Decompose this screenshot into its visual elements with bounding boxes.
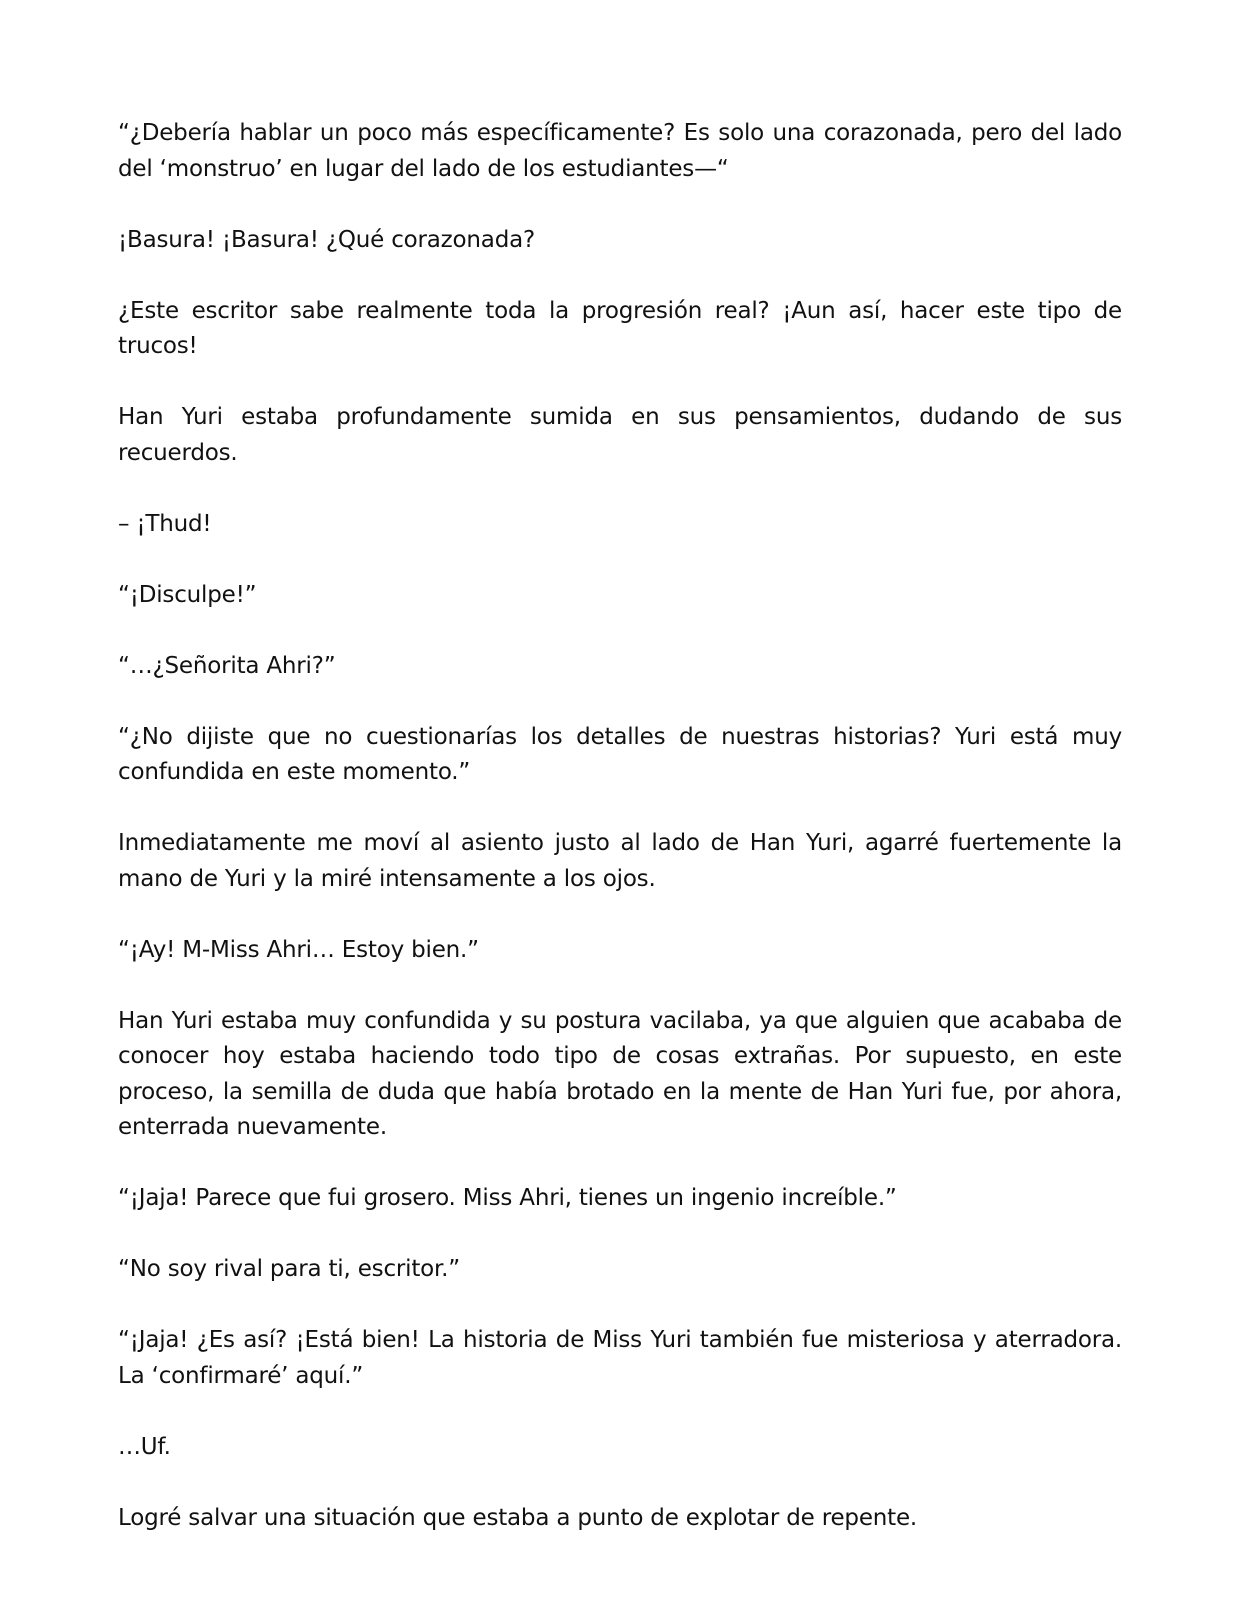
paragraph: “¡Jaja! ¿Es así? ¡Está bien! La historia de Miss Yuri también fue misteriosa y aterradora. La ‘confirmaré’ aquí.” — [118, 1327, 1122, 1389]
paragraph: Han Yuri estaba muy confundida y su postura vacilaba, ya que alguien que acababa de conocer hoy estaba haciendo todo tipo de cosas extrañas. Por supuesto, en este proceso, la semilla de duda que había brotado en la mente de Han Yuri fue, por ahora, enterrada nuevamente. — [118, 1007, 1122, 1140]
document-body — [118, 116, 1122, 1536]
paragraph: ¡Basura! ¡Basura! ¿Qué corazonada? — [118, 226, 536, 253]
paragraph: Logré salvar una situación que estaba a punto de explotar de repente. — [118, 1504, 918, 1531]
paragraph: ¿Este escritor sabe realmente toda la progresión real? ¡Aun así, hacer este tipo de trucos! — [118, 297, 1122, 359]
paragraph: “¿No dijiste que no cuestionarías los detalles de nuestras historias? Yuri está muy confundida en este momento.” — [118, 723, 1122, 785]
paragraph: “¡Ay! M-Miss Ahri… Estoy bien.” — [118, 936, 479, 963]
paragraph: Han Yuri estaba profundamente sumida en sus pensamientos, dudando de sus recuerdos. — [118, 404, 1122, 466]
paragraph: “No soy rival para ti, escritor.” — [118, 1256, 461, 1282]
paragraph: …Uf. — [118, 1433, 171, 1460]
paragraph: “¡Jaja! Parece que fui grosero. Miss Ahri, tienes un ingenio increíble.” — [118, 1185, 897, 1211]
paragraph: “¡Disculpe!” — [118, 581, 257, 608]
paragraph: Inmediatamente me moví al asiento justo al lado de Han Yuri, agarré fuertemente la mano de Yuri y la miré intensamente a los ojos. — [118, 830, 1122, 892]
paragraph: – ¡Thud! — [118, 510, 212, 537]
paragraph: “…¿Señorita Ahri?” — [118, 652, 336, 679]
paragraph: “¿Debería hablar un poco más específicamente? Es solo una corazonada, pero del lado del ‘monstruo’ en lugar del lado de los estudiantes—“ — [118, 120, 1122, 182]
